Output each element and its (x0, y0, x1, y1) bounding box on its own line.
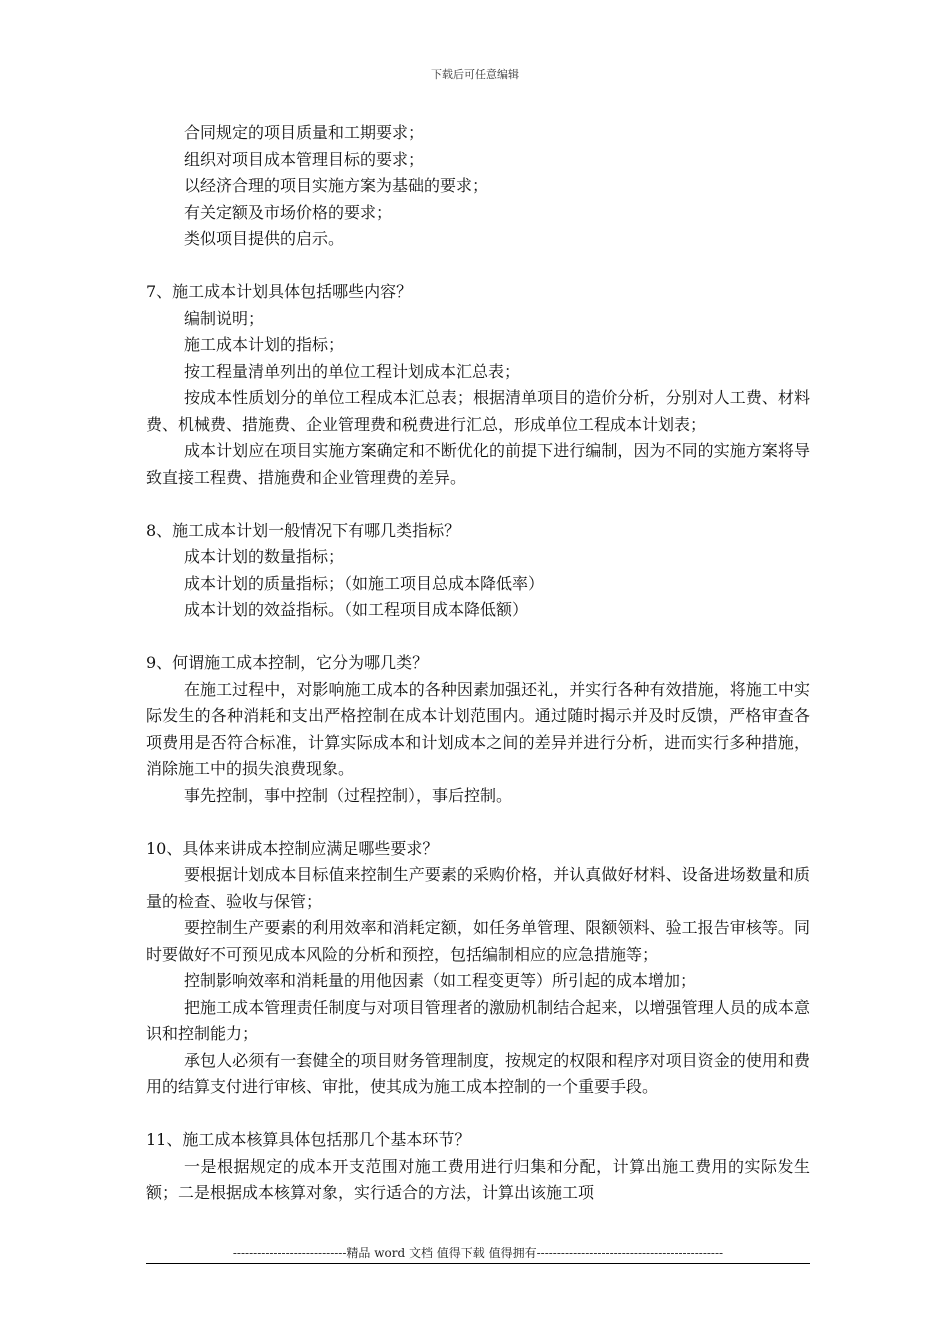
list-item: 组织对项目成本管理目标的要求； (184, 149, 425, 169)
paragraph: 在施工过程中，对影响施工成本的各种因素加强还礼，并实行各种有效措施，将施工中实际发生的各种消耗和支出严格控制在成本计划范围内。通过随时揭示并及时反馈，严格审查各项费用是否符合标准，计算实际成本和计划成本之间的差异并进行分析，进而实行多种措施，消除施工中的损失浪费现象。 (146, 679, 810, 778)
paragraph: 要控制生产要素的利用效率和消耗定额，如任务单管理、限额领料、验工报告审核等。同时要做好不可预见成本风险的分析和预控，包括编制相应的应急措施等； (146, 918, 810, 964)
page-footer: ----------------------------精品 word 文档 值得下载 值得拥有---------------------------------------------- (232, 1246, 724, 1260)
list-item: 以经济合理的项目实施方案为基础的要求； (184, 176, 489, 195)
list-item: 合同规定的项目质量和工期要求； (184, 123, 425, 142)
paragraph: 要根据计划成本目标值来控制生产要素的采购价格，并认真做好材料、设备进场数量和质量的检查、验收与保管； (146, 865, 810, 911)
list-item: 编制说明； (184, 308, 265, 328)
paragraph: 把施工成本管理责任制度与对项目管理者的激励机制结合起来，以增强管理人员的成本意识和控制能力； (146, 997, 810, 1043)
footer-divider (146, 1263, 810, 1264)
paragraph: 成本计划应在项目实施方案确定和不断优化的前提下进行编制，因为不同的实施方案将导致直接工程费、措施费和企业管理费的差异。 (146, 441, 810, 487)
question-title-10: 10、具体来讲成本控制应满足哪些要求？ (146, 838, 439, 858)
list-item: 有关定额及市场价格的要求； (184, 202, 393, 222)
paragraph: 承包人必须有一套健全的项目财务管理制度，按规定的权限和程序对项目资金的使用和费用的结算支付进行审核、审批，使其成为施工成本控制的一个重要手段。 (146, 1050, 810, 1096)
list-item: 按工程量清单列出的单位工程计划成本汇总表； (184, 361, 521, 381)
list-item: 成本计划的数量指标； (184, 547, 345, 566)
list-item: 类似项目提供的启示。 (184, 229, 345, 248)
question-title-8: 8、施工成本计划一般情况下有哪几类指标？ (146, 520, 461, 540)
list-item: 成本计划的质量指标；（如施工项目总成本降低率） (184, 573, 545, 593)
document-body (146, 120, 810, 1207)
paragraph: 一是根据规定的成本开支范围对施工费用进行归集和分配，计算出施工费用的实际发生额；二是根据成本核算对象，实行适合的方法，计算出该施工项 (146, 1156, 810, 1202)
question-title-9: 9、何谓施工成本控制，它分为哪几类？ (146, 653, 429, 672)
page-header: 下载后可任意编辑 (431, 68, 519, 81)
paragraph: 控制影响效率和消耗量的用他因素（如工程变更等）所引起的成本增加； (184, 971, 697, 990)
question-title-11: 11、施工成本核算具体包括那几个基本环节？ (146, 1130, 471, 1149)
question-title-7: 7、施工成本计划具体包括哪些内容？ (146, 282, 413, 301)
paragraph: 事先控制，事中控制（过程控制），事后控制。 (184, 785, 513, 805)
paragraph: 按成本性质划分的单位工程成本汇总表；根据清单项目的造价分析，分别对人工费、材料费、机械费、措施费、企业管理费和税费进行汇总，形成单位工程成本计划表； (146, 388, 810, 434)
list-item: 成本计划的效益指标。（如工程项目成本降低额） (184, 600, 529, 619)
list-item: 施工成本计划的指标； (184, 335, 345, 354)
